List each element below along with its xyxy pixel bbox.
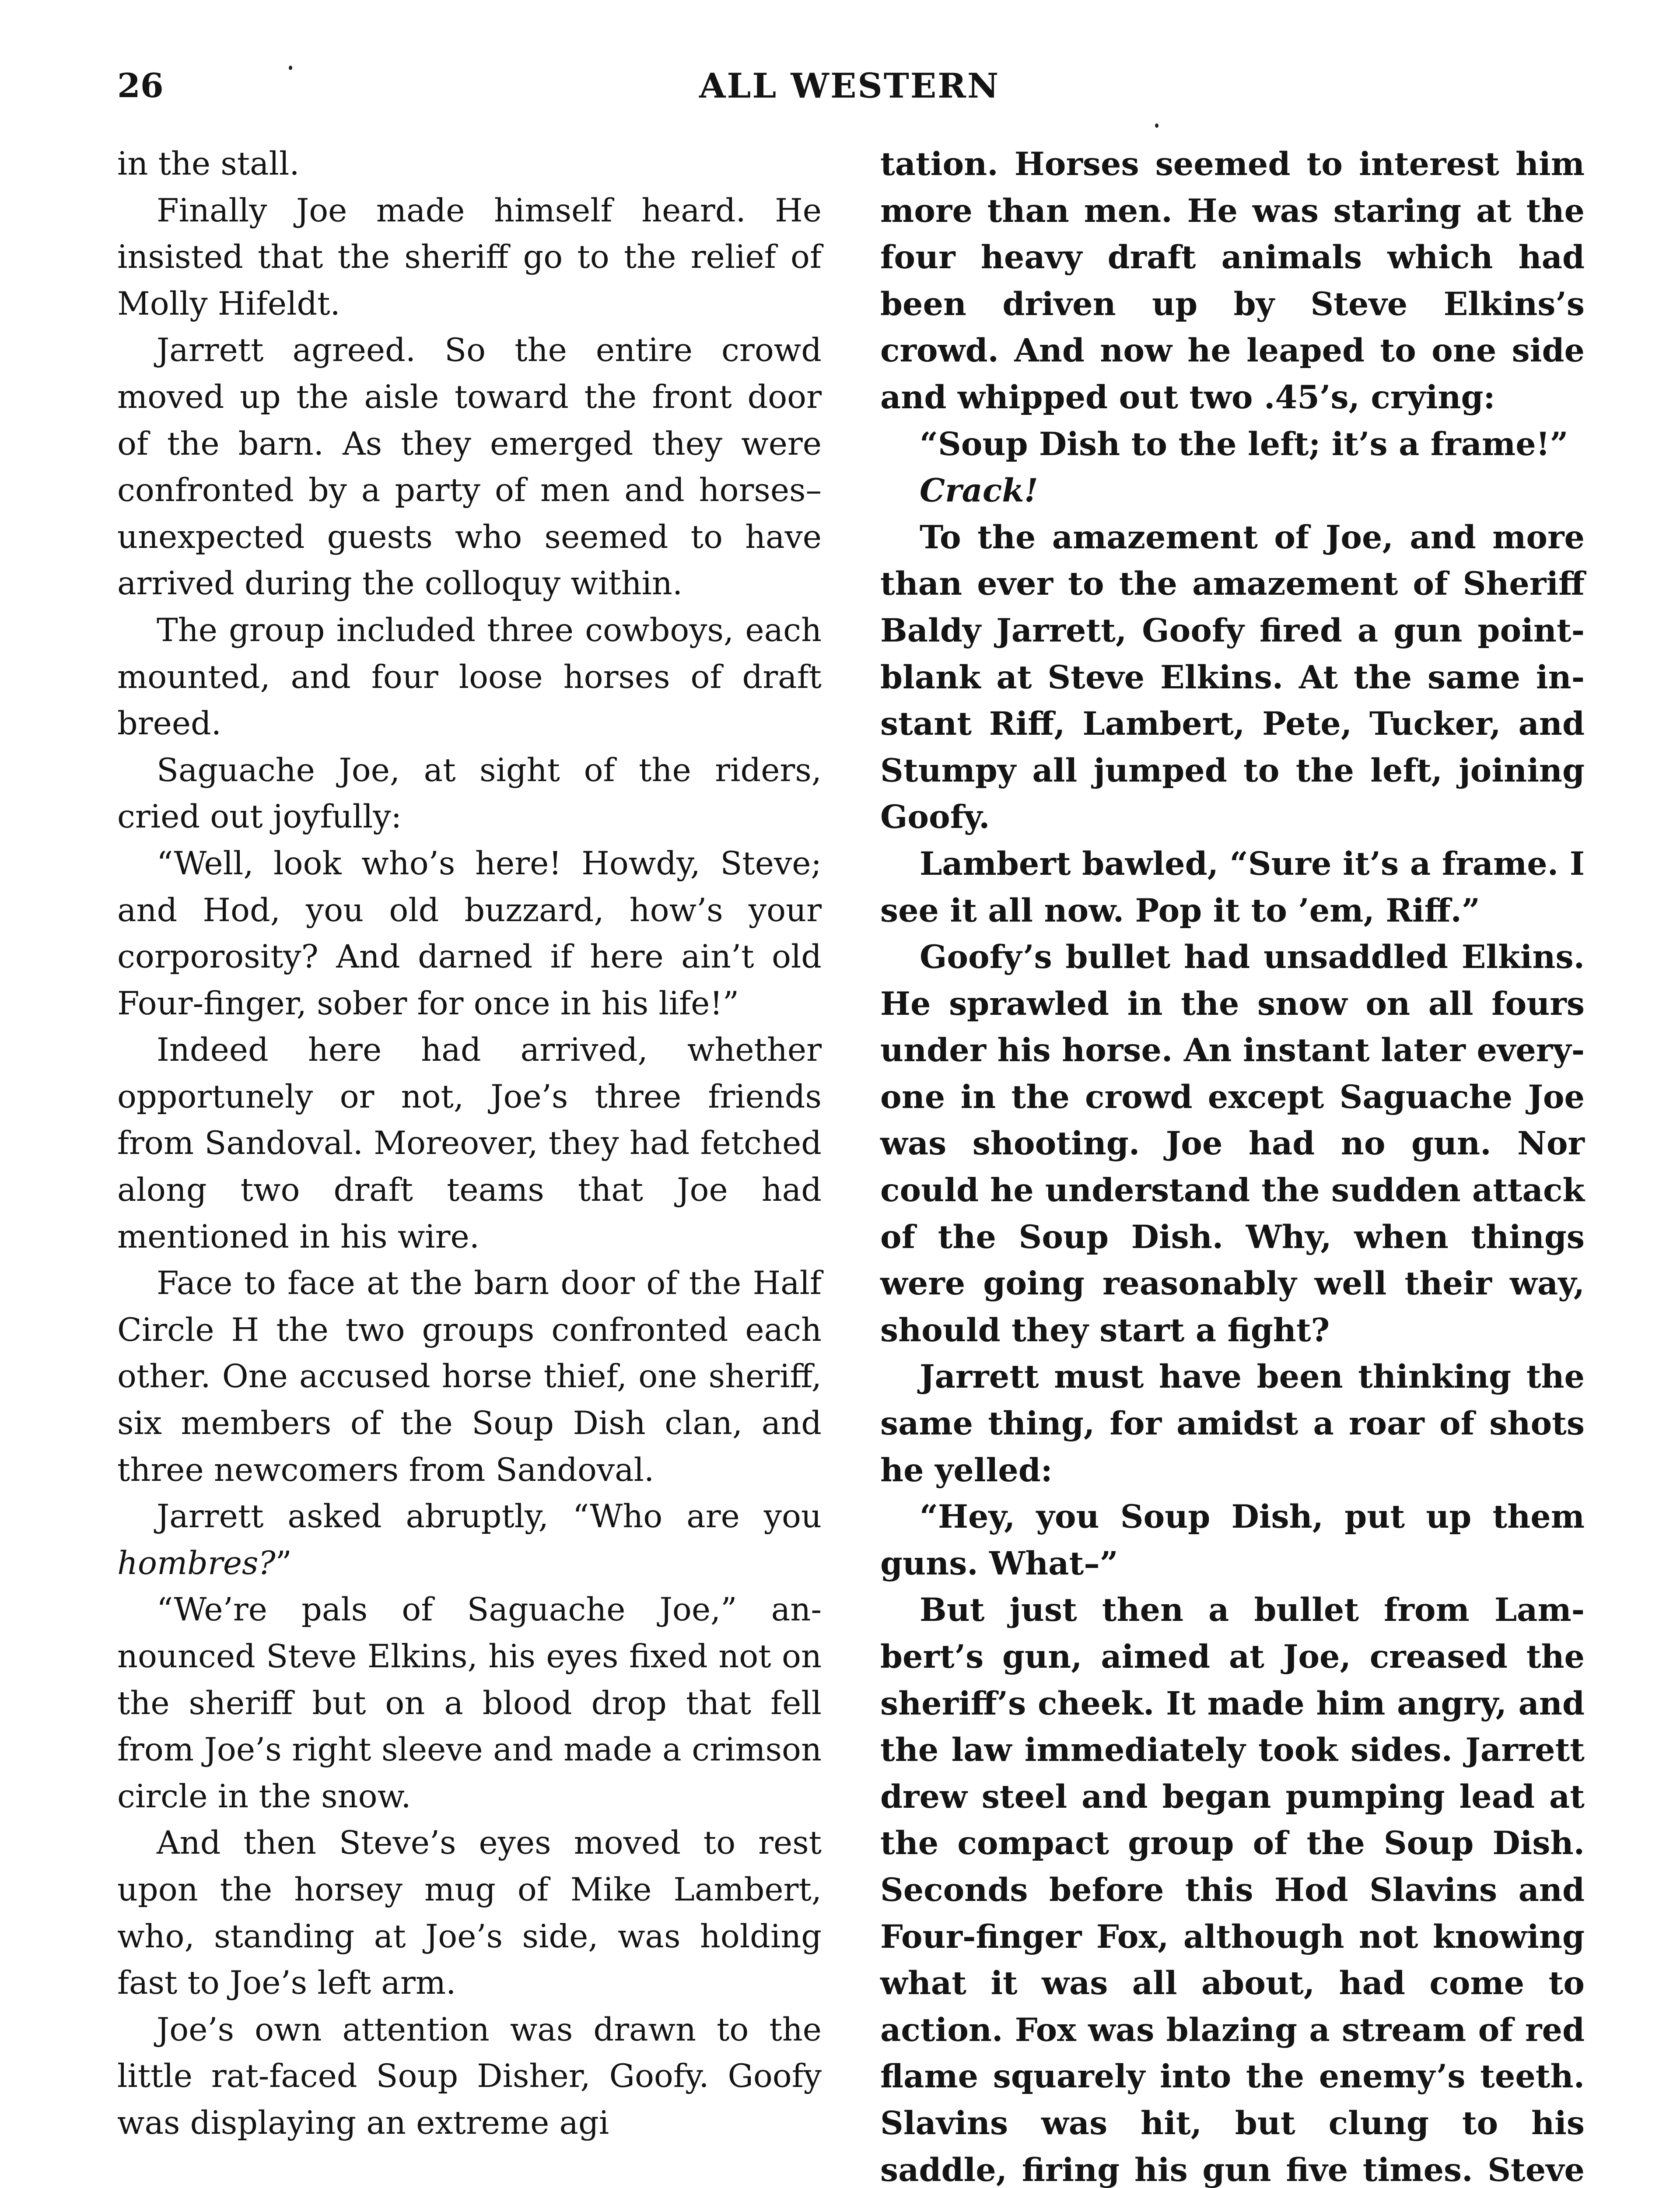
paragraph: “Hey, you Soup Dish, put up them guns. What–”: [880, 1498, 1585, 1582]
paragraph-text: Jarrett asked abruptly, “Who are you: [157, 1498, 822, 1536]
left-column: [117, 141, 822, 2147]
right-column: [880, 141, 1585, 2188]
closing-quote: ”: [275, 1544, 292, 1582]
paragraph: tation. Horses seemed to interest him more than men. He was staring at the four heavy draft animals which had been driven up by Steve Elkins’s crowd. And now he leaped to one side and whipped out two .45’s, crying:: [880, 145, 1585, 416]
paragraph: Goofy’s bullet had unsaddled Elkins. He sprawled in the snow on all fours under his horse. An instant later everyone in the crowd except Saguache Joe was shooting. Joe had no gun. Nor could he understand the sudden attack of the Soup Dish. Why, when things were going reasonably well their way, should they start a fight?: [880, 938, 1585, 1349]
paragraph: Jarrett agreed. So the entire crowd moved up the aisle toward the front door of the barn. As they emerged they were confronted by a party of men and horses–unexpected guests who seemed to have arrived during the colloquy within.: [117, 332, 822, 603]
print-speck: [1155, 123, 1158, 128]
paragraph: [117, 1494, 822, 1587]
page-header: [0, 66, 1680, 123]
paragraph: in the stall.: [117, 145, 300, 182]
paragraph: Joe’s own attention was drawn to the little rat-faced Soup Disher, Goofy. Goofy was displaying an extreme agi: [117, 2011, 822, 2142]
paragraph: And then Steve’s eyes moved to rest upon the horsey mug of Mike Lambert, who, standing at Joe’s side, was holding fast to Joe’s left arm.: [117, 1824, 822, 2002]
paragraph: Finally Joe made himself heard. He insisted that the sheriff go to the relief of Molly Hifeldt.: [117, 192, 822, 323]
sound-effect: Crack!: [920, 472, 1038, 510]
paragraph: Lambert bawled, “Sure it’s a frame. I see it all now. Pop it to ’em, Riff.”: [880, 845, 1585, 929]
paragraph: But just then a bullet from Lambert’s gun, aimed at Joe, creased the sheriff’s cheek. It made him angry, and the law immediately took sides. Jarrett drew steel and began pumping lead at the compact group of the Soup Dish. Seconds before this Hod Slavins and Four-finger Fox, although not knowing what it was all about, had come to action. Fox was blazing a stream of red flame squarely into the enemy’s teeth. Slavins was hit, but clung to his saddle, firing his gun five times. Steve: [880, 1591, 1585, 2188]
paragraph: Jarrett must have been thinking the same thing, for amidst a roar of shots he yelled:: [880, 1358, 1585, 1489]
italic-word: hombres?: [117, 1544, 276, 1582]
paragraph: The group included three cowboys, each mounted, and four loose horses of draft breed.: [117, 611, 822, 743]
print-speck: [289, 66, 292, 70]
running-head: ALL WESTERN: [699, 66, 1000, 106]
page-number: 26: [117, 66, 164, 105]
paragraph: “Soup Dish to the left; it’s a frame!”: [920, 425, 1568, 463]
paragraph: “We’re pals of Saguache Joe,” announced Steve Elkins, his eyes fixed not on the sheriff but on a blood drop that fell from Joe’s right sleeve and made a crimson circle in the snow.: [117, 1591, 822, 1815]
paragraph: Saguache Joe, at sight of the riders, cried out joyfully:: [117, 751, 822, 836]
paragraph: Face to face at the barn door of the Half Circle H the two groups confronted each other. One accused horse thief, one sheriff, six members of the Soup Dish clan, and three newcomers from Sandoval.: [117, 1265, 822, 1489]
paragraph: “Well, look who’s here! Howdy, Steve; and Hod, you old buzzard, how’s your corporosity? And darned if here ain’t old Four-finger, sober for once in his life!”: [117, 845, 822, 1022]
paragraph: To the amazement of Joe, and more than ever to the amazement of Sheriff Baldy Jarrett, Goofy fired a gun pointblank at Steve Elkins. At the same instant Riff, Lambert, Pete, Tucker, and Stumpy all jumped to the left, joining Goofy.: [880, 518, 1585, 836]
paragraph: Indeed here had arrived, whether opportunely or not, Joe’s three friends from Sandoval. Moreover, they had fetched along two draft teams that Joe had mentioned in his wire.: [117, 1031, 822, 1255]
